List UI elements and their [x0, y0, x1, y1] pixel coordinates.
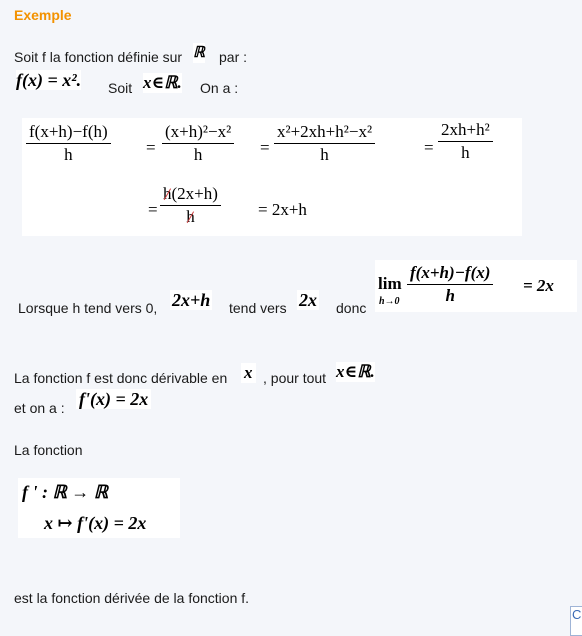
cancelled-h-denominator: h — [186, 207, 195, 226]
derivable-text-2: , pour tout — [263, 370, 327, 386]
lim-operator: lim — [378, 274, 402, 293]
conclusion-text: est la fonction dérivée de la fonction f. — [14, 590, 250, 606]
lim-quotient — [407, 263, 493, 306]
lim-subscript: h→0 — [379, 296, 400, 307]
difference-quotient-block — [22, 118, 522, 236]
quotient-3 — [274, 122, 375, 165]
quotient-3-numerator: x²+2xh+h²−x² — [274, 122, 375, 144]
quotient-2 — [162, 122, 234, 165]
mapping-line-2: x ↦ f'(x) = 2x — [44, 513, 147, 533]
page-title: Exemple — [14, 7, 72, 23]
equals-2: = — [260, 138, 270, 157]
quotient-4-numerator: 2xh+h² — [438, 120, 493, 142]
lim-denominator: h — [445, 286, 455, 305]
derivative-mapping — [18, 478, 180, 538]
fprime-equals-2x: f'(x) = 2x — [76, 389, 151, 409]
quotient-2-denominator: h — [193, 145, 203, 164]
quotient-4 — [438, 120, 493, 163]
quotient-3-denominator: h — [320, 145, 329, 164]
intro-text: Soit f la fonction définie sur — [14, 49, 183, 65]
equals-1: = — [146, 138, 156, 157]
quotient-1-numerator: f(x+h)−f(h) — [26, 122, 111, 144]
limit-expression — [375, 260, 577, 312]
lim-numerator: f(x+h)−f(x) — [407, 263, 493, 285]
function-definition: f(x) = x². — [16, 70, 82, 90]
quotient-2-numerator: (x+h)²−x² — [162, 122, 234, 144]
on-a-text: On a : — [200, 80, 239, 96]
real-set-symbol: ℝ — [193, 45, 205, 61]
soit-text: Soit — [108, 80, 133, 96]
equals-4: = — [148, 200, 158, 219]
limit-text-3: donc — [336, 300, 367, 316]
factor-2x-plus-h: (2x+h) — [171, 184, 218, 203]
limit-text-2: tend vers — [229, 300, 287, 316]
simplified-result: = 2x+h — [258, 200, 307, 219]
quotient-1 — [26, 122, 111, 165]
quotient-5 — [160, 184, 221, 227]
derivable-text-1: La fonction f est donc dérivable en — [14, 370, 228, 386]
expr-2x-plus-h: 2x+h — [172, 290, 211, 310]
quotient-4-denominator: h — [461, 143, 470, 162]
fonction-text: La fonction — [14, 442, 83, 458]
x-in-r-expression: x∈ℝ. — [143, 73, 182, 92]
variable-x: x — [241, 363, 256, 383]
corner-tab[interactable]: C — [570, 606, 582, 636]
equals-3: = — [424, 138, 434, 157]
quotient-1-denominator: h — [64, 145, 73, 164]
lim-result: = 2x — [523, 276, 554, 295]
derivable-text-3: et on a : — [14, 400, 65, 416]
limit-text-1: Lorsque h tend vers 0, — [18, 300, 158, 316]
mapping-line-1: f ' : ℝ → ℝ — [22, 482, 109, 502]
expr-2x: 2x — [299, 290, 317, 310]
x-in-r-expression-2: x∈ℝ. — [336, 362, 375, 381]
cancelled-h-numerator: h — [163, 184, 172, 203]
par-text: par : — [219, 49, 248, 65]
